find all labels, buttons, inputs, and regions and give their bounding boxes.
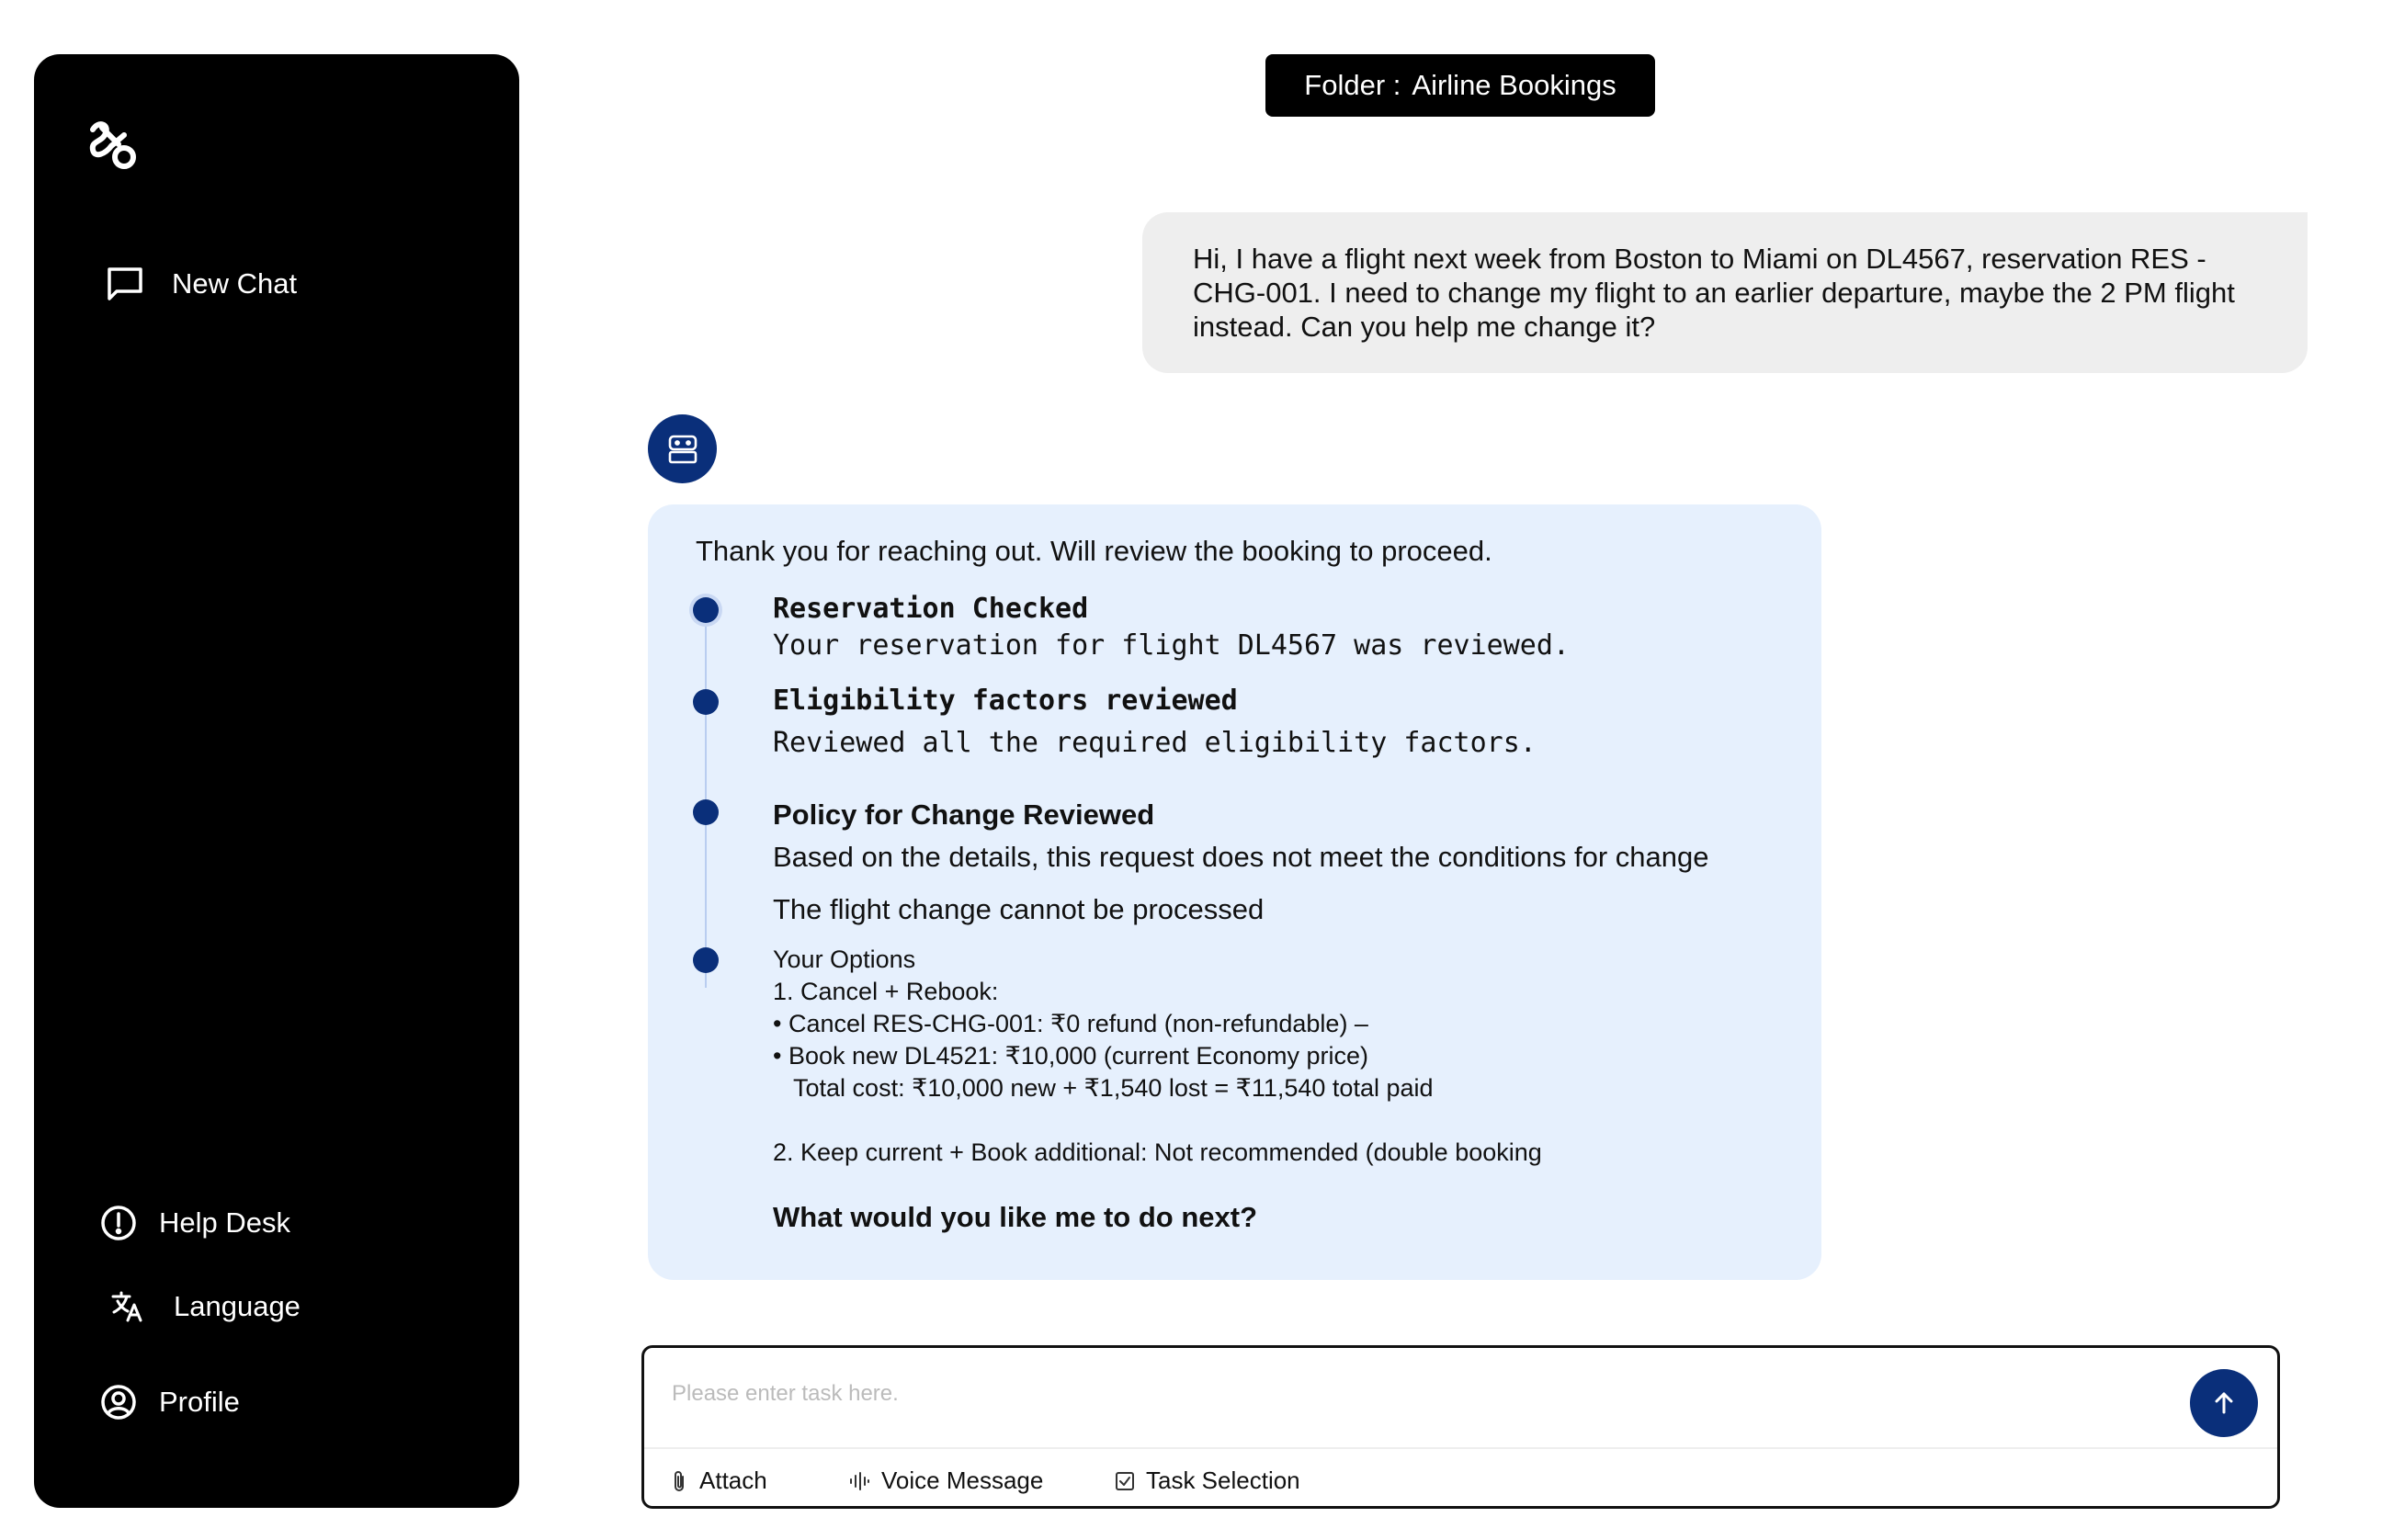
composer	[641, 1345, 2280, 1509]
chat-bubble-icon	[106, 266, 144, 302]
audio-wave-icon	[848, 1470, 870, 1492]
options-heading: Your Options	[773, 946, 916, 973]
bot-intro-text: Thank you for reaching out. Will review the booking to proceed.	[696, 535, 1492, 567]
translate-icon	[111, 1290, 144, 1323]
option-2: 2. Keep current + Book additional: Not recommended (double booking	[773, 1138, 1542, 1166]
language-label: Language	[174, 1290, 301, 1322]
profile-button[interactable]	[100, 1384, 240, 1421]
bot-message-bubble	[648, 504, 1821, 1280]
arrow-up-icon	[2210, 1389, 2238, 1417]
send-button[interactable]	[2190, 1369, 2258, 1437]
help-desk-label: Help Desk	[159, 1206, 290, 1239]
profile-label: Profile	[159, 1386, 240, 1418]
next-question: What would you like me to do next?	[773, 1201, 1258, 1233]
folder-name: Airline Bookings	[1412, 69, 1616, 101]
paperclip-icon	[670, 1469, 688, 1493]
new-chat-button[interactable]	[106, 266, 297, 302]
user-message-text: Hi, I have a flight next week from Boston to Miami on DL4567, reservation RES - CHG-001. I need to change my flight to an earlier departure, maybe the 2 PM flight instead. Can you help me change it?	[1193, 243, 2235, 343]
step-note: The flight change cannot be processed	[773, 893, 1265, 925]
options-block	[773, 944, 1542, 1169]
folder-prefix: Folder :	[1304, 69, 1401, 101]
sidebar	[34, 54, 519, 1508]
user-circle-icon	[100, 1384, 137, 1421]
folder-badge[interactable]	[1265, 54, 1655, 117]
language-button[interactable]	[111, 1290, 301, 1323]
timeline-dot	[693, 799, 719, 825]
step-title: Eligibility factors reviewed	[773, 685, 1238, 717]
bot-avatar	[648, 414, 717, 483]
timeline-dot	[693, 597, 719, 623]
attach-button[interactable]	[670, 1466, 767, 1495]
new-chat-label: New Chat	[172, 267, 298, 300]
logo-icon[interactable]	[82, 117, 144, 179]
option-1-bullet: • Book new DL4521: ₹10,000 (current Economy price)	[773, 1042, 1368, 1070]
option-1-total: Total cost: ₹10,000 new + ₹1,540 lost = ₹11,540 total paid	[773, 1074, 1434, 1102]
voice-message-button[interactable]	[848, 1466, 1043, 1495]
timeline-dot	[693, 689, 719, 715]
composer-divider	[644, 1447, 2277, 1449]
option-1-bullet: • Cancel RES-CHG-001: ₹0 refund (non-refundable) –	[773, 1010, 1368, 1037]
step-description: Your reservation for flight DL4567 was reviewed.	[773, 629, 1570, 662]
help-desk-button[interactable]	[100, 1205, 290, 1241]
user-message-bubble	[1142, 212, 2308, 373]
alert-circle-icon	[100, 1205, 137, 1241]
step-description: Reviewed all the required eligibility factors.	[773, 727, 1537, 759]
task-input[interactable]	[672, 1374, 2161, 1414]
voice-message-label: Voice Message	[881, 1466, 1044, 1494]
step-title: Policy for Change Reviewed	[773, 798, 1155, 831]
robot-icon	[665, 432, 700, 467]
task-selection-label: Task Selection	[1146, 1466, 1300, 1494]
step-title: Reservation Checked	[773, 593, 1089, 625]
step-description: Based on the details, this request does not meet the conditions for change	[773, 841, 1709, 873]
option-1: 1. Cancel + Rebook:	[773, 978, 999, 1005]
checkbox-icon	[1115, 1471, 1135, 1491]
timeline-dot	[693, 947, 719, 973]
attach-label: Attach	[699, 1466, 767, 1494]
task-selection-button[interactable]	[1115, 1466, 1300, 1495]
